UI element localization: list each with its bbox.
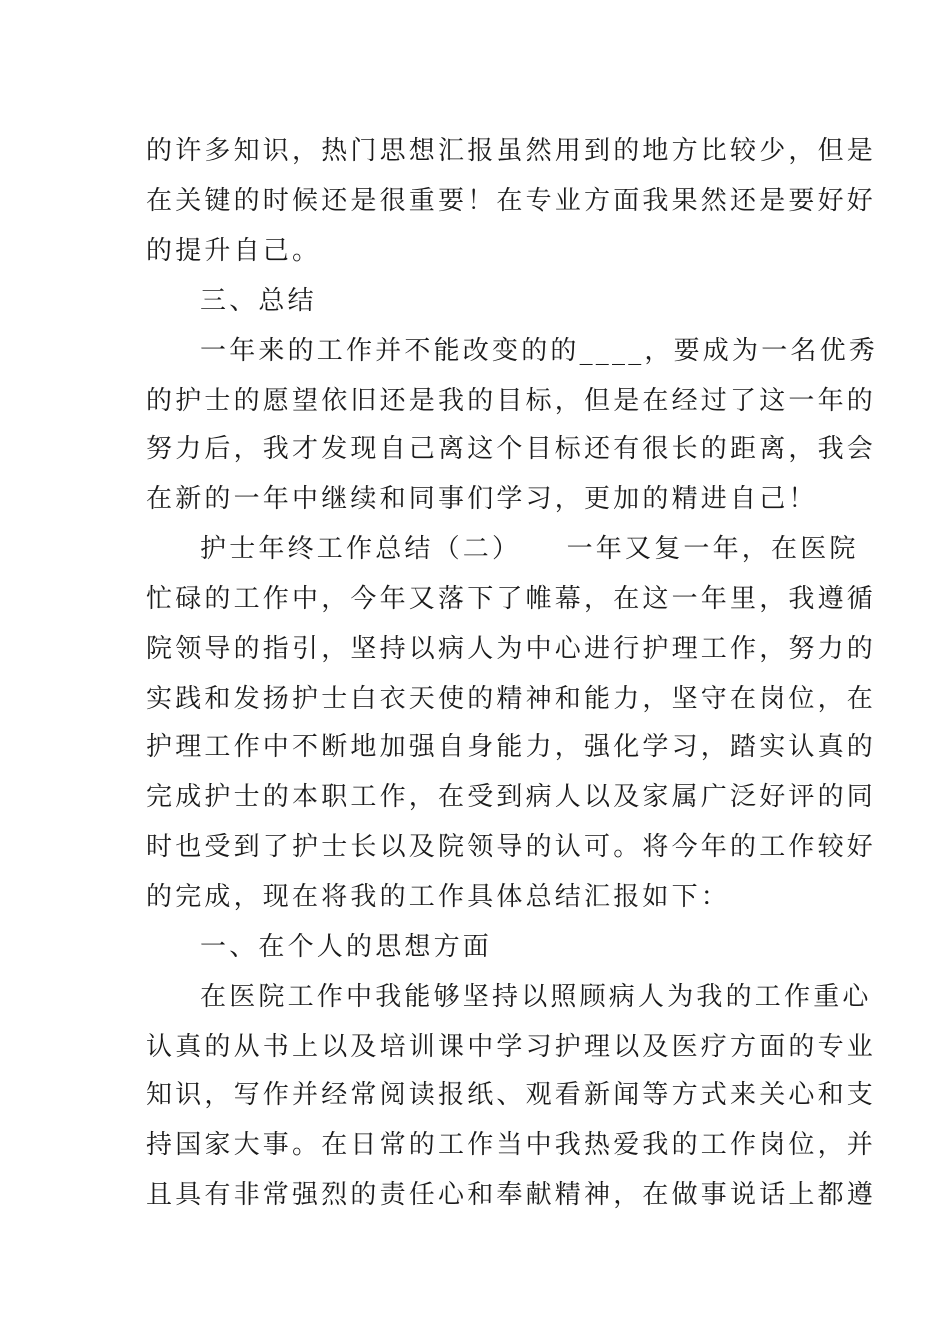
- text-line: 知识，写作并经常阅读报纸、观看新闻等方式来关心和支: [146, 1080, 877, 1110]
- text-line: 一年来的工作并不能改变的的____，要成为一名优秀: [200, 336, 879, 366]
- text-line: 的护士的愿望依旧还是我的目标，但是在经过了这一年的: [146, 386, 877, 416]
- text-line: 时也受到了护士长以及院领导的认可。将今年的工作较好: [146, 832, 877, 862]
- text-line: 忙碌的工作中，今年又落下了帷幕，在这一年里，我遵循: [146, 584, 877, 614]
- text-line: 在新的一年中继续和同事们学习，更加的精进自己！: [146, 484, 818, 514]
- text-line: 护士年终工作总结（二） 一年又复一年，在医院: [200, 534, 859, 564]
- text-line: 护理工作中不断地加强自身能力，强化学习，踏实认真的: [146, 732, 877, 762]
- section-heading: 三、总结: [200, 286, 317, 316]
- text-line: 认真的从书上以及培训课中学习护理以及医疗方面的专业: [146, 1032, 877, 1062]
- text-line: 完成护士的本职工作，在受到病人以及家属广泛好评的同: [146, 782, 877, 812]
- text-line: 在关键的时候还是很重要！在专业方面我果然还是要好好: [146, 186, 877, 216]
- text-line: 院领导的指引，坚持以病人为中心进行护理工作，努力的: [146, 634, 877, 664]
- text-line: 持国家大事。在日常的工作当中我热爱我的工作岗位，并: [146, 1130, 877, 1160]
- text-line: 在医院工作中我能够坚持以照顾病人为我的工作重心: [200, 982, 872, 1012]
- text-line: 的完成，现在将我的工作具体总结汇报如下：: [146, 882, 731, 912]
- text-line: 实践和发扬护士白衣天使的精神和能力，坚守在岗位，在: [146, 684, 877, 714]
- text-line: 的提升自己。: [146, 236, 322, 266]
- text-line: 的许多知识，热门思想汇报虽然用到的地方比较少，但是: [146, 136, 877, 166]
- section-heading: 一、在个人的思想方面: [200, 932, 493, 962]
- text-line: 努力后，我才发现自己离这个目标还有很长的距离，我会: [146, 434, 877, 464]
- text-line: 且具有非常强烈的责任心和奉献精神，在做事说话上都遵: [146, 1180, 877, 1210]
